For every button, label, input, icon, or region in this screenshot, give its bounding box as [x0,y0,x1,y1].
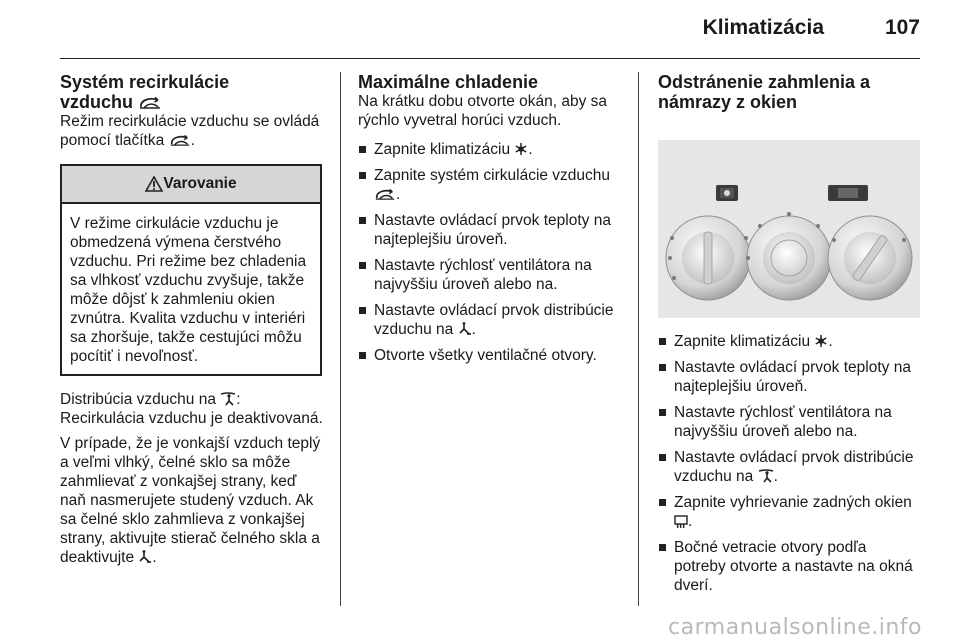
list-item [658,448,922,486]
feet-air-icon [138,550,152,564]
recirculation-intro-text: Režim recirkulácie vzduchu se ovládá pomocí tlačítka [60,113,320,149]
section-heading-recirculation [60,72,324,112]
rear-window-heat-icon [674,514,688,528]
column-defrost [658,72,922,602]
heading-line: námrazy z okien [658,92,798,112]
sentence-end: . [190,132,195,149]
recirculation-intro [60,112,324,150]
section-heading-defrost [658,72,922,112]
max-cooling-steps [358,140,622,365]
sentence-end: . [773,468,778,485]
sentence-end: . [528,141,533,158]
warning-header [62,166,320,204]
heading-line: Odstránenie zahmlenia a [658,72,871,92]
list-item [358,301,622,339]
windscreen-air-icon [220,392,236,406]
feet-air-icon [458,322,472,336]
list-item [358,166,622,204]
step-text: Nastavte ovládací prvok distribúcie vzduchu na [674,449,914,485]
colon: : [236,391,241,408]
column-divider [638,72,639,606]
list-item [658,493,922,531]
snowflake-icon [514,142,528,156]
recirculation-icon [169,134,191,147]
recirculation-icon [374,188,396,201]
warning-box [60,164,322,376]
list-item [358,140,622,159]
distribution-text: Recirkulácia vzduchu je deaktivovaná. [60,410,323,427]
climate-control-illustration [658,140,920,318]
list-item: Bočné vetracie otvory podľa potreby otvorte a nastavte na okná dverí. [658,538,922,595]
sentence-end: . [688,513,693,530]
section-heading-max-cooling: Maximálne chladenie [358,72,539,92]
distribution-text: Distribúcia vzduchu na [60,391,216,408]
sentence-end: . [152,549,157,566]
snowflake-icon [814,334,828,348]
warning-title: Varovanie [163,175,237,192]
climate-control-panel-image [658,140,920,318]
defrost-steps [658,332,922,595]
step-text: Zapnite systém cirkulácie vzduchu [374,167,611,184]
page-number: 107 [884,16,920,39]
warning-text: V režime cirkulácie vzduchu je obmedzená výmena čerstvého vzduchu. Pri režime bez chladenia sa vlhkosť vzduchu zvyšuje, takže môže dôjsť k zahmleniu okien zvnútra. Kvalita vzduchu v interiéri sa zhoršuje, takže cestujúci môžu pocítiť i nevoľnosť. [70,215,307,365]
heading-line: Systém recirkulácie [60,72,230,92]
windscreen-air-icon [758,469,774,483]
step-text: Zapnite vyhrievanie zadných okien [674,494,912,511]
list-item: Nastavte rýchlosť ventilátora na najvyššiu úroveň alebo na. [358,256,622,294]
header-divider [60,58,920,59]
column-max-cooling [358,72,622,372]
list-item [658,332,922,351]
list-item: Nastavte rýchlosť ventilátora na najvyššiu úroveň alebo na. [658,403,922,441]
sentence-end: . [471,321,476,338]
list-item: Otvorte všetky ventilačné otvory. [358,346,622,365]
page-header-title: Klimatizácia [702,16,824,39]
heading-line: vzduchu [60,92,134,112]
column-recirculation [60,72,324,567]
recirculation-icon [138,96,162,110]
column-divider [340,72,341,606]
step-text: Zapnite klimatizáciu [374,141,511,158]
step-text: Zapnite klimatizáciu [674,333,811,350]
external-fog-text: V prípade, že je vonkajší vzduch teplý a veľmi vlhký, čelné sklo sa môže zahmlievať z vonkajšej strany, keď naň nasmerujete studený vzduch. Ak sa čelné sklo zahmlieva z vonkajšej strany, aktivujte stierač čelného skla a deaktivujte [60,435,321,566]
list-item: Nastavte ovládací prvok teploty na najteplejšiu úroveň. [658,358,922,396]
watermark: carmanualsonline.info [668,615,922,640]
step-text: Nastavte ovládací prvok distribúcie vzduchu na [374,302,614,338]
external-fog-paragraph [60,434,324,567]
sentence-end: . [396,186,401,203]
warning-triangle-icon [145,176,163,192]
list-item: Nastavte ovládací prvok teploty na najteplejšiu úroveň. [358,211,622,249]
distribution-paragraph [60,390,324,428]
max-cooling-intro: Na krátku dobu otvorte okán, aby sa rýchlo vyvetral horúci vzduch. [358,93,608,129]
sentence-end: . [828,333,833,350]
